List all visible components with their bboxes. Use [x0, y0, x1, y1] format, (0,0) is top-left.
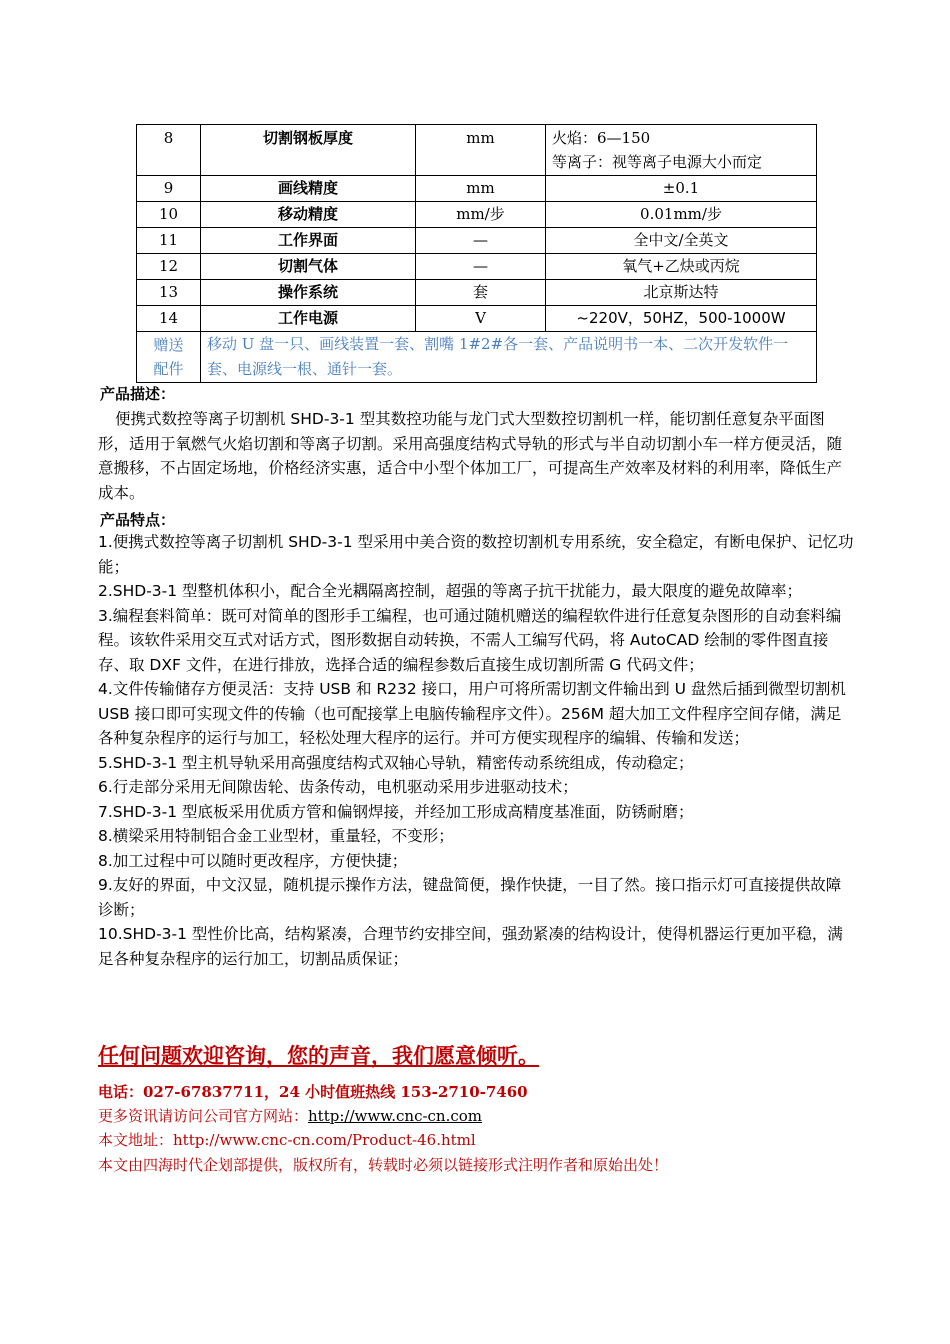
- gift-items: 移动 U 盘一只、画线装置一套、割嘴 1#2#各一套、产品说明书一本、二次开发软件一套、电源线一根、通针一套。: [201, 332, 817, 383]
- table-row: [137, 125, 817, 176]
- copyright-line: 本文由四海时代企划部提供，版权所有，转载时必须以链接形式注明作者和原始出处！: [98, 1156, 669, 1174]
- param-unit: —: [416, 254, 546, 280]
- param-name: 工作界面: [201, 228, 416, 254]
- row-number: 9: [137, 176, 201, 202]
- param-unit: 套: [416, 280, 546, 306]
- param-name: 切割气体: [201, 254, 416, 280]
- feature-item: 9.友好的界面，中文汉显，随机提示操作方法，键盘简便，操作快捷，一目了然。接口指示灯可直接提供故障诊断；: [98, 876, 842, 919]
- gift-label-line: 配件: [153, 360, 184, 378]
- param-name: 操作系统: [201, 280, 416, 306]
- param-name: 切割钢板厚度: [201, 125, 416, 176]
- phone-line: 电话：027-67837711，24 小时值班热线 153-2710-7460: [98, 1083, 528, 1101]
- row-number: 12: [137, 254, 201, 280]
- param-value: 氧气+乙炔或丙烷: [546, 254, 817, 280]
- table-row: [137, 176, 817, 202]
- param-value: [546, 125, 817, 176]
- gift-label-line: 赠送: [153, 336, 184, 354]
- address-line: 本文地址：http://www.cnc-cn.com/Product-46.html: [98, 1131, 476, 1149]
- website-line: [98, 1104, 482, 1128]
- param-value-line: 等离子：视等离子电源大小而定: [552, 153, 763, 171]
- website-link[interactable]: http://www.cnc-cn.com: [308, 1107, 483, 1125]
- row-number: 14: [137, 306, 201, 332]
- description-text: 便携式数控等离子切割机 SHD-3-1 型其数控功能与龙门式大型数控切割机一样，能切割任意复杂平面图形，适用于氧燃气火焰切割和等离子切割。采用高强度结构式导轨的形式与半自动切割小车一样方便灵活，随意搬移，不占固定场地，价格经济实惠，适合中小型个体加工厂，可提高生产效率及材料的利用率，降低生产成本。: [98, 410, 843, 502]
- features-list: [98, 530, 856, 971]
- param-unit: mm: [416, 176, 546, 202]
- feature-item: 3.编程套料简单：既可对简单的图形手工编程，也可通过随机赠送的编程软件进行任意复杂图形的自动套料编程。该软件采用交互式对话方式，图形数据自动转换，不需人工编写代码，将 AutoCAD 绘制的零件图直接存、取 DXF 文件，在进行排放，选择合适的编程参数后直接生成切割所需 G 代码文件；: [98, 606, 842, 674]
- table-row: [137, 254, 817, 280]
- param-unit: V: [416, 306, 546, 332]
- feature-item: 5.SHD-3-1 型主机导轨采用高强度结构式双轴心导轨，精密传动系统组成，传动稳定；: [98, 753, 694, 772]
- table-row: [137, 306, 817, 332]
- param-unit: mm/步: [416, 202, 546, 228]
- param-name: 移动精度: [201, 202, 416, 228]
- gift-label: [137, 332, 201, 383]
- table-row: [137, 228, 817, 254]
- contact-headline: 任何问题欢迎咨询，您的声音，我们愿意倾听。: [98, 1044, 539, 1068]
- feature-item: 7.SHD-3-1 型底板采用优质方管和偏钢焊接，并经加工形成高精度基准面，防锈耐磨；: [98, 802, 694, 821]
- table-row: [137, 202, 817, 228]
- description-title: 产品描述：: [100, 385, 176, 403]
- feature-item: 10.SHD-3-1 型性价比高，结构紧凑，合理节约安排空间，强劲紧凑的结构设计，使得机器运行更加平稳，满足各种复杂程序的运行加工，切割品质保证；: [98, 925, 843, 968]
- param-value: 全中文/全英文: [546, 228, 817, 254]
- feature-item: 8.加工过程中可以随时更改程序，方便快捷；: [98, 851, 408, 870]
- row-number: 10: [137, 202, 201, 228]
- feature-item: 6.行走部分采用无间隙齿轮、齿条传动，电机驱动采用步进驱动技术；: [98, 778, 578, 796]
- param-unit: —: [416, 228, 546, 254]
- row-number: 11: [137, 228, 201, 254]
- param-value: ~220V，50HZ，500-1000W: [546, 306, 817, 332]
- gift-row: [137, 332, 817, 383]
- param-value: 0.01mm/步: [546, 202, 817, 228]
- param-unit: mm: [416, 125, 546, 176]
- table-row: [137, 280, 817, 306]
- param-value: 北京斯达特: [546, 280, 817, 306]
- param-name: 画线精度: [201, 176, 416, 202]
- param-value: ±0.1: [546, 176, 817, 202]
- param-name: 工作电源: [201, 306, 416, 332]
- param-value-line: 火焰：6—150: [552, 129, 651, 147]
- feature-item: 4.文件传输储存方便灵活：支持 USB 和 R232 接口，用户可将所需切割文件输出到 U 盘然后插到微型切割机 USB 接口即可实现文件的传输（也可配接掌上电脑传输程序文件）。256M 超大加工文件程序空间存储，满足各种复杂程序的运行与加工，轻松处理大程序的运行。并可方便实现程序的编辑、传输和发送；: [98, 680, 846, 747]
- row-number: 8: [137, 125, 201, 176]
- feature-item: 8.横梁采用特制铝合金工业型材，重量轻，不变形；: [98, 827, 454, 845]
- feature-item: 1.便携式数控等离子切割机 SHD-3-1 型采用中美合资的数控切割机专用系统，安全稳定，有断电保护、记忆功能；: [98, 533, 854, 576]
- features-title: 产品特点：: [100, 511, 176, 529]
- spec-table: [136, 124, 817, 383]
- row-number: 13: [137, 280, 201, 306]
- website-prefix: 更多资讯请访问公司官方网站：: [98, 1107, 309, 1125]
- feature-item: 2.SHD-3-1 型整机体积小，配合全光耦隔离控制，超强的等离子抗干扰能力，最大限度的避免故障率；: [98, 582, 803, 600]
